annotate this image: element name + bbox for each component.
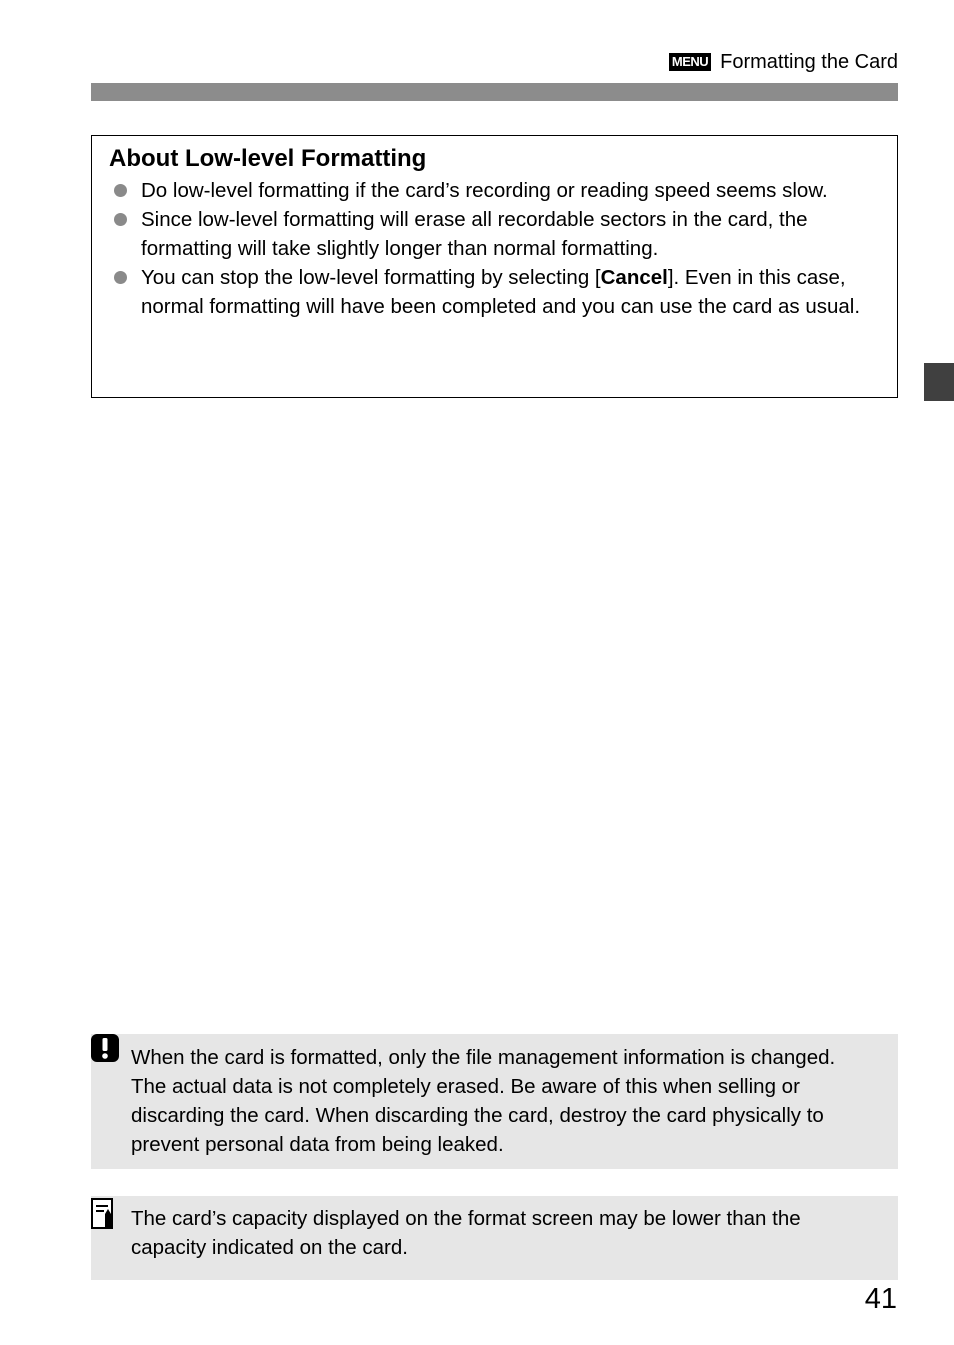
cancel-label: Cancel xyxy=(600,266,668,289)
bullet-text: Since low-level formatting will erase all recordable sectors in the card, the formatting will take slightly longer than normal formatting. xyxy=(141,208,808,260)
box-title: About Low-level Formatting xyxy=(109,145,427,172)
bullet-list xyxy=(92,176,897,321)
bullet-text-start: You can stop the low-level formatting by selecting [ xyxy=(141,266,601,289)
caution-icon xyxy=(91,1034,119,1062)
memo-icon xyxy=(91,1198,117,1230)
bullet-icon xyxy=(114,271,127,284)
list-item xyxy=(92,205,897,263)
page-header xyxy=(669,50,898,74)
caution-text: When the card is formatted, only the file management information is changed. The actual data is not completely erased. Be aware of this when selling or discarding the card. When discarding the card, destroy the card physically to prevent personal data from being leaked. xyxy=(131,1046,836,1156)
caution-note xyxy=(91,1034,898,1169)
low-level-formatting-box xyxy=(91,135,898,398)
list-item xyxy=(92,176,897,205)
bullet-text-end: ]. Even in this case, normal formatting will have been completed and you can use the card as usual. xyxy=(141,266,861,318)
bullet-text: Do low-level formatting if the card’s recording or reading speed seems slow. xyxy=(141,179,828,202)
memo-text: The card’s capacity displayed on the format screen may be lower than the capacity indicated on the card. xyxy=(131,1207,801,1259)
section-title: Formatting the Card xyxy=(720,50,898,73)
chapter-tab-marker xyxy=(924,363,954,401)
header-bar xyxy=(91,83,898,101)
page-number: 41 xyxy=(864,1283,897,1315)
menu-icon: MENU xyxy=(669,53,711,71)
bullet-icon xyxy=(114,184,127,197)
memo-note xyxy=(91,1196,898,1280)
bullet-icon xyxy=(114,213,127,226)
list-item xyxy=(92,263,897,321)
